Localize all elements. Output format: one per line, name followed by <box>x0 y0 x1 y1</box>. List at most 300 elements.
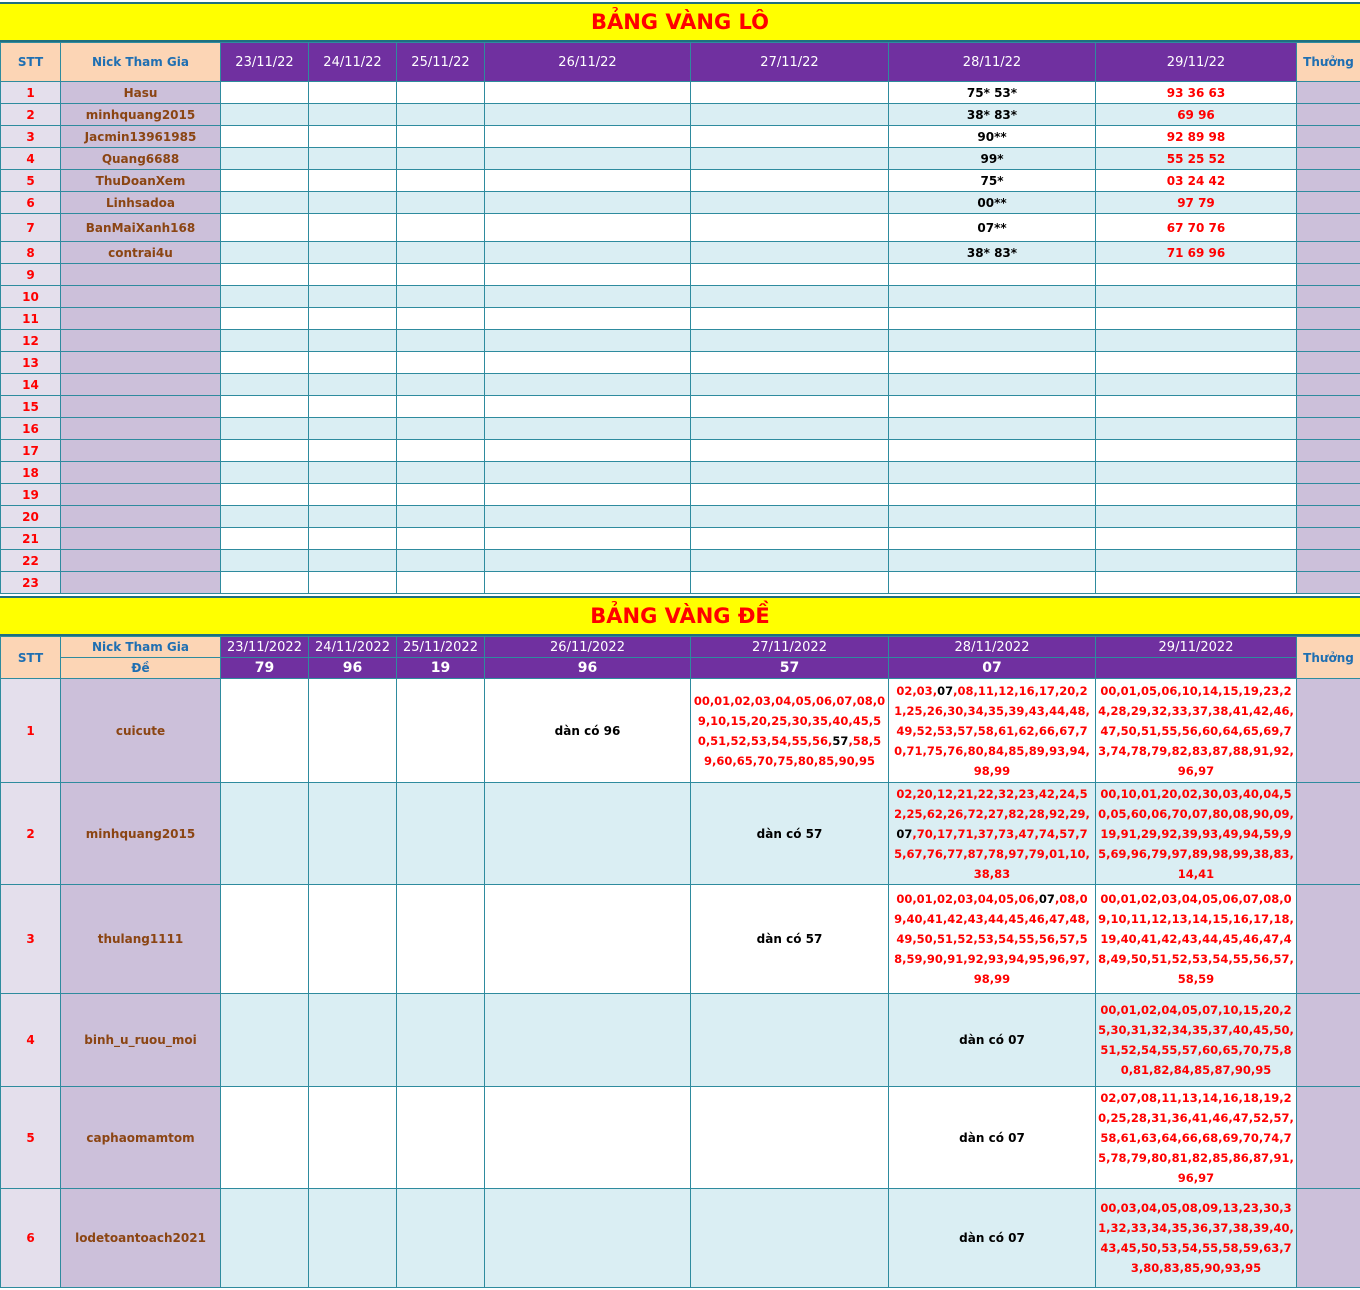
lo-date-cell <box>485 148 691 170</box>
lo-d28-cell <box>889 396 1096 418</box>
de-thuong-cell <box>1297 1189 1360 1288</box>
lo-stt-cell: 6 <box>1 192 61 214</box>
de-result-cell: 79 <box>221 658 309 679</box>
de-dan-cell <box>1096 885 1297 994</box>
lo-date-cell <box>485 418 691 440</box>
lo-header-date: 23/11/22 <box>221 43 309 82</box>
lo-date-cell <box>309 192 397 214</box>
lo-d29-cell <box>1096 286 1297 308</box>
lo-d28-cell <box>889 572 1096 594</box>
lo-date-cell <box>221 528 309 550</box>
de-table-row <box>1 1189 1360 1288</box>
lo-date-cell <box>691 192 889 214</box>
lo-stt-cell: 1 <box>1 82 61 104</box>
de-dan-cell: dàn có 57 <box>691 783 889 885</box>
lo-date-cell <box>397 104 485 126</box>
de-header-date: 25/11/2022 <box>397 637 485 658</box>
de-date-cell <box>397 885 485 994</box>
de-date-cell <box>397 1189 485 1288</box>
de-date-cell <box>397 783 485 885</box>
lo-d29-cell <box>1096 462 1297 484</box>
lo-date-cell <box>485 506 691 528</box>
lo-d28-cell <box>889 440 1096 462</box>
lo-header-date: 29/11/22 <box>1096 43 1297 82</box>
lo-date-cell <box>485 82 691 104</box>
lo-nick-cell: minhquang2015 <box>61 104 221 126</box>
lo-date-cell <box>691 82 889 104</box>
lo-d28-cell: 99* <box>889 148 1096 170</box>
lo-date-cell <box>221 352 309 374</box>
lo-stt-cell: 12 <box>1 330 61 352</box>
de-dan-list: 00,01,05,06,10,14,15,19,23,24,28,29,32,33,37,38,41,42,46,47,50,51,55,56,60,64,65,69,73,74,78,79,82,83,87,88,91,92,96,97 <box>1098 683 1294 778</box>
de-nick-cell: minhquang2015 <box>61 783 221 885</box>
lo-date-cell <box>309 550 397 572</box>
lo-date-cell <box>397 396 485 418</box>
lo-date-cell <box>485 440 691 462</box>
lo-date-cell <box>485 374 691 396</box>
lo-nick-cell <box>61 308 221 330</box>
de-dan-cell: dàn có 57 <box>691 885 889 994</box>
lo-thuong-cell <box>1297 528 1360 550</box>
lo-stt-cell: 7 <box>1 214 61 242</box>
de-dan-cell: dàn có 96 <box>485 679 691 783</box>
lo-d28-cell <box>889 286 1096 308</box>
lo-d28-cell <box>889 330 1096 352</box>
lo-d29-cell: 71 69 96 <box>1096 242 1297 264</box>
lo-date-cell <box>309 82 397 104</box>
lo-date-cell <box>397 170 485 192</box>
de-thuong-cell <box>1297 679 1360 783</box>
lo-date-cell <box>691 572 889 594</box>
lo-stt-cell: 22 <box>1 550 61 572</box>
lo-date-cell <box>221 170 309 192</box>
de-dan-pre: 00,01,02,03,04,05,06,07,08,09,10,15,20,25,30,35,40,45,50,51,52,53,54,55,56, <box>693 693 886 748</box>
lo-date-cell <box>691 148 889 170</box>
lo-d28-cell <box>889 484 1096 506</box>
lo-date-cell <box>397 214 485 242</box>
lo-nick-cell: Quang6688 <box>61 148 221 170</box>
lo-header-row <box>1 43 1360 82</box>
de-dan-cell <box>691 679 889 783</box>
lo-d29-cell: 92 89 98 <box>1096 126 1297 148</box>
lo-date-cell <box>691 396 889 418</box>
de-result-cell: 96 <box>309 658 397 679</box>
lo-table-row <box>1 330 1360 352</box>
lo-date-cell <box>309 528 397 550</box>
lo-thuong-cell <box>1297 286 1360 308</box>
lo-table-row <box>1 214 1360 242</box>
de-dan-post: ,08,09,40,41,42,43,44,45,46,47,48,49,50,51,52,53,54,55,56,57,58,59,90,91,92,93,94,95,96,97,98,99 <box>894 892 1090 986</box>
de-dan-hit: 57 <box>832 733 849 748</box>
lo-date-cell <box>309 308 397 330</box>
lo-table-row <box>1 462 1360 484</box>
lo-date-cell <box>221 104 309 126</box>
de-dan-cell <box>485 1189 691 1288</box>
lo-title: BẢNG VÀNG LÔ <box>590 10 770 34</box>
lo-table-row <box>1 242 1360 264</box>
lo-table-row <box>1 104 1360 126</box>
lo-nick-cell <box>61 286 221 308</box>
lo-date-cell <box>309 352 397 374</box>
lo-date-cell <box>309 286 397 308</box>
lo-date-cell <box>397 374 485 396</box>
lo-date-cell <box>309 374 397 396</box>
de-header-date: 24/11/2022 <box>309 637 397 658</box>
lo-date-cell <box>309 126 397 148</box>
lo-date-cell <box>221 550 309 572</box>
de-nick-cell: cuicute <box>61 679 221 783</box>
lo-nick-cell <box>61 550 221 572</box>
de-dan-hit: 07 <box>937 683 954 698</box>
lo-date-cell <box>397 308 485 330</box>
lo-date-cell <box>309 440 397 462</box>
de-date-cell <box>309 1087 397 1189</box>
lo-d29-cell <box>1096 396 1297 418</box>
lo-table-row <box>1 440 1360 462</box>
de-date-cell <box>397 994 485 1087</box>
de-dan-hit: 07 <box>1038 892 1055 906</box>
de-nick-cell: thulang1111 <box>61 885 221 994</box>
lo-table <box>0 42 1360 594</box>
de-thuong-cell <box>1297 783 1360 885</box>
de-result-cell <box>1096 658 1297 679</box>
lo-nick-cell: Linhsadoa <box>61 192 221 214</box>
de-header-date: 28/11/2022 <box>889 637 1096 658</box>
de-title-banner <box>0 596 1360 636</box>
lo-stt-cell: 14 <box>1 374 61 396</box>
lo-date-cell <box>221 484 309 506</box>
de-dan-list <box>691 691 888 771</box>
lo-thuong-cell <box>1297 308 1360 330</box>
lo-d28-cell: 90** <box>889 126 1096 148</box>
lo-thuong-cell <box>1297 352 1360 374</box>
lo-date-cell <box>691 374 889 396</box>
de-date-cell <box>221 679 309 783</box>
lo-date-cell <box>691 440 889 462</box>
de-stt-cell: 5 <box>1 1087 61 1189</box>
lo-date-cell <box>691 214 889 242</box>
lo-d29-cell <box>1096 352 1297 374</box>
lo-table-row <box>1 484 1360 506</box>
lo-date-cell <box>485 550 691 572</box>
lo-nick-cell <box>61 484 221 506</box>
lo-date-cell <box>397 126 485 148</box>
lo-stt-cell: 8 <box>1 242 61 264</box>
de-table-row <box>1 885 1360 994</box>
lo-d29-cell <box>1096 264 1297 286</box>
lo-title-banner <box>0 2 1360 42</box>
lo-date-cell <box>485 396 691 418</box>
lo-date-cell <box>221 308 309 330</box>
lo-stt-cell: 16 <box>1 418 61 440</box>
de-dan-cell <box>1096 1087 1297 1189</box>
lo-d28-cell <box>889 374 1096 396</box>
de-table-row <box>1 1087 1360 1189</box>
lo-table-row <box>1 308 1360 330</box>
lo-date-cell <box>485 126 691 148</box>
lo-header-date: 24/11/22 <box>309 43 397 82</box>
de-dan-pre: 02,20,12,21,22,32,23,42,24,52,25,62,26,72,27,82,28,92,29, <box>894 786 1090 821</box>
de-dan-list: 00,01,02,04,05,07,10,15,20,25,30,31,32,34,35,37,40,45,50,51,52,54,55,57,60,65,70,75,80,81,82,84,85,87,90,95 <box>1098 1003 1294 1077</box>
lo-nick-cell: contrai4u <box>61 242 221 264</box>
lo-d28-cell <box>889 352 1096 374</box>
lo-date-cell <box>691 308 889 330</box>
lo-thuong-cell <box>1297 148 1360 170</box>
lo-nick-cell <box>61 528 221 550</box>
lo-table-row <box>1 192 1360 214</box>
lo-d28-cell <box>889 528 1096 550</box>
lo-date-cell <box>221 374 309 396</box>
de-dan-pre: 02,03, <box>896 683 938 698</box>
de-result-cell: 19 <box>397 658 485 679</box>
lo-date-cell <box>309 264 397 286</box>
lo-d28-cell <box>889 462 1096 484</box>
lo-stt-cell: 10 <box>1 286 61 308</box>
lo-date-cell <box>221 286 309 308</box>
lo-thuong-cell <box>1297 572 1360 594</box>
lo-stt-cell: 9 <box>1 264 61 286</box>
lo-date-cell <box>485 242 691 264</box>
lo-date-cell <box>309 330 397 352</box>
de-dan-list: 02,07,08,11,13,14,16,18,19,20,25,28,31,36,41,46,47,52,57,58,61,63,64,66,68,69,70,74,75,78,79,80,81,82,85,86,87,91,96,97 <box>1098 1090 1294 1185</box>
lo-d29-cell <box>1096 308 1297 330</box>
lo-d29-cell: 69 96 <box>1096 104 1297 126</box>
de-dan-post: ,08,11,12,16,17,20,21,25,26,30,34,35,39,43,44,48,49,52,53,57,58,61,62,66,67,70,71,75,76,80,84,85,89,93,94,98,99 <box>894 683 1090 778</box>
lo-date-cell <box>485 264 691 286</box>
de-stt-cell: 1 <box>1 679 61 783</box>
lo-date-cell <box>691 418 889 440</box>
lo-date-cell <box>221 214 309 242</box>
lo-thuong-cell <box>1297 104 1360 126</box>
lo-date-cell <box>309 396 397 418</box>
lo-date-cell <box>397 418 485 440</box>
de-title: BẢNG VÀNG ĐỀ <box>590 604 770 628</box>
lo-d28-cell: 38* 83* <box>889 242 1096 264</box>
de-dan-list: 00,03,04,05,08,09,13,23,30,31,32,33,34,35,36,37,38,39,40,43,45,50,53,54,55,58,59,63,73,80,83,85,90,93,95 <box>1098 1201 1294 1275</box>
lo-nick-cell <box>61 462 221 484</box>
lo-date-cell <box>221 418 309 440</box>
lo-thuong-cell <box>1297 440 1360 462</box>
lo-stt-cell: 13 <box>1 352 61 374</box>
lo-date-cell <box>397 352 485 374</box>
lo-stt-cell: 2 <box>1 104 61 126</box>
lo-stt-cell: 4 <box>1 148 61 170</box>
de-result-cell: 96 <box>485 658 691 679</box>
lo-thuong-cell <box>1297 374 1360 396</box>
lo-date-cell <box>397 528 485 550</box>
de-dan-list <box>889 784 1095 884</box>
de-dan-post: ,70,17,71,37,73,47,74,57,75,67,76,77,87,78,97,79,01,10,38,83 <box>894 826 1090 881</box>
lo-d29-cell <box>1096 550 1297 572</box>
de-nick-cell: lodetoantoach2021 <box>61 1189 221 1288</box>
lo-thuong-cell <box>1297 82 1360 104</box>
lo-stt-cell: 23 <box>1 572 61 594</box>
lo-nick-cell <box>61 572 221 594</box>
de-result-cell: 57 <box>691 658 889 679</box>
lo-date-cell <box>397 242 485 264</box>
lo-date-cell <box>691 484 889 506</box>
lo-table-row <box>1 572 1360 594</box>
lo-date-cell <box>221 148 309 170</box>
lo-d29-cell: 67 70 76 <box>1096 214 1297 242</box>
de-date-cell <box>397 1087 485 1189</box>
lo-header-date: 25/11/22 <box>397 43 485 82</box>
lo-date-cell <box>221 440 309 462</box>
de-table-row <box>1 783 1360 885</box>
de-header-date: 26/11/2022 <box>485 637 691 658</box>
lo-thuong-cell <box>1297 330 1360 352</box>
lo-stt-cell: 21 <box>1 528 61 550</box>
lo-stt-cell: 19 <box>1 484 61 506</box>
lo-date-cell <box>309 506 397 528</box>
lo-date-cell <box>485 572 691 594</box>
lo-thuong-cell <box>1297 462 1360 484</box>
lo-nick-cell <box>61 264 221 286</box>
lo-date-cell <box>221 264 309 286</box>
de-dan-cell <box>1096 1189 1297 1288</box>
lo-header-date: 27/11/22 <box>691 43 889 82</box>
lo-table-row <box>1 148 1360 170</box>
lo-d29-cell <box>1096 418 1297 440</box>
de-header-date: 29/11/2022 <box>1096 637 1297 658</box>
de-dan-hit: 07 <box>896 826 913 841</box>
de-dan-cell: dàn có 07 <box>889 1087 1096 1189</box>
lo-nick-cell <box>61 396 221 418</box>
de-dan-cell <box>889 885 1096 994</box>
lo-d29-cell <box>1096 572 1297 594</box>
lo-d28-cell: 75* 53* <box>889 82 1096 104</box>
lo-d29-cell <box>1096 484 1297 506</box>
lo-date-cell <box>309 484 397 506</box>
de-date-cell <box>221 885 309 994</box>
de-dan-cell <box>1096 783 1297 885</box>
de-date-cell <box>221 994 309 1087</box>
lo-date-cell <box>397 440 485 462</box>
de-date-cell <box>221 783 309 885</box>
lo-table-row <box>1 286 1360 308</box>
lo-thuong-cell <box>1297 242 1360 264</box>
lo-thuong-cell <box>1297 506 1360 528</box>
de-date-cell <box>309 679 397 783</box>
lo-date-cell <box>397 550 485 572</box>
lo-d28-cell <box>889 506 1096 528</box>
lo-table-row <box>1 82 1360 104</box>
lo-date-cell <box>397 462 485 484</box>
de-date-cell <box>309 783 397 885</box>
lo-date-cell <box>221 396 309 418</box>
lo-thuong-cell <box>1297 550 1360 572</box>
lo-table-row <box>1 506 1360 528</box>
lo-date-cell <box>221 242 309 264</box>
de-dan-cell <box>691 1087 889 1189</box>
lo-date-cell <box>485 352 691 374</box>
de-nick-cell: binh_u_ruou_moi <box>61 994 221 1087</box>
lo-d29-cell <box>1096 440 1297 462</box>
lo-date-cell <box>397 484 485 506</box>
de-dan-cell <box>485 1087 691 1189</box>
lo-date-cell <box>485 308 691 330</box>
lo-table-row <box>1 170 1360 192</box>
de-dan-cell <box>485 994 691 1087</box>
lo-date-cell <box>221 82 309 104</box>
lo-d28-cell <box>889 550 1096 572</box>
lo-header-date: 26/11/22 <box>485 43 691 82</box>
de-dan-cell <box>1096 679 1297 783</box>
lo-date-cell <box>691 126 889 148</box>
lo-date-cell <box>691 506 889 528</box>
lo-date-cell <box>691 264 889 286</box>
lo-header-thuong: Thưởng <box>1297 43 1360 82</box>
lo-nick-cell <box>61 352 221 374</box>
de-date-cell <box>221 1189 309 1288</box>
lo-thuong-cell <box>1297 126 1360 148</box>
lo-d29-cell <box>1096 506 1297 528</box>
de-dan-post: ,58,59,60,65,70,75,80,85,90,95 <box>704 733 882 768</box>
lo-date-cell <box>397 286 485 308</box>
lo-nick-cell <box>61 374 221 396</box>
lo-d28-cell <box>889 308 1096 330</box>
lo-d28-cell <box>889 264 1096 286</box>
lo-date-cell <box>691 242 889 264</box>
lo-stt-cell: 11 <box>1 308 61 330</box>
de-thuong-cell <box>1297 1087 1360 1189</box>
lo-date-cell <box>485 214 691 242</box>
de-dan-cell <box>691 994 889 1087</box>
lo-nick-cell <box>61 440 221 462</box>
lo-header-nick: Nick Tham Gia <box>61 43 221 82</box>
lo-table-row <box>1 418 1360 440</box>
de-dan-cell <box>889 679 1096 783</box>
lo-date-cell <box>221 506 309 528</box>
de-date-cell <box>309 1189 397 1288</box>
lo-stt-cell: 15 <box>1 396 61 418</box>
lo-date-cell <box>691 352 889 374</box>
de-header-row <box>1 637 1360 658</box>
lo-date-cell <box>485 286 691 308</box>
lo-table-row <box>1 374 1360 396</box>
lo-table-row <box>1 396 1360 418</box>
lo-nick-cell: BanMaiXanh168 <box>61 214 221 242</box>
de-result-cell: 07 <box>889 658 1096 679</box>
lo-date-cell <box>691 170 889 192</box>
lo-date-cell <box>397 506 485 528</box>
de-stt-cell: 4 <box>1 994 61 1087</box>
lo-date-cell <box>397 82 485 104</box>
lo-stt-cell: 17 <box>1 440 61 462</box>
lo-date-cell <box>485 528 691 550</box>
de-dan-cell <box>691 1189 889 1288</box>
de-date-cell <box>397 679 485 783</box>
lo-date-cell <box>221 192 309 214</box>
lo-d29-cell: 03 24 42 <box>1096 170 1297 192</box>
de-date-cell <box>309 885 397 994</box>
de-label-cell: Đề <box>61 658 221 679</box>
lo-date-cell <box>309 214 397 242</box>
de-table <box>0 636 1360 1288</box>
lo-date-cell <box>309 418 397 440</box>
de-date-cell <box>309 994 397 1087</box>
de-dan-cell <box>485 783 691 885</box>
lo-date-cell <box>485 192 691 214</box>
de-dan-cell <box>1096 994 1297 1087</box>
lo-date-cell <box>485 170 691 192</box>
lo-d29-cell <box>1096 330 1297 352</box>
de-table-row <box>1 994 1360 1087</box>
lo-date-cell <box>691 550 889 572</box>
de-header-thuong: Thưởng <box>1297 637 1360 679</box>
lo-date-cell <box>691 528 889 550</box>
lo-date-cell <box>397 148 485 170</box>
